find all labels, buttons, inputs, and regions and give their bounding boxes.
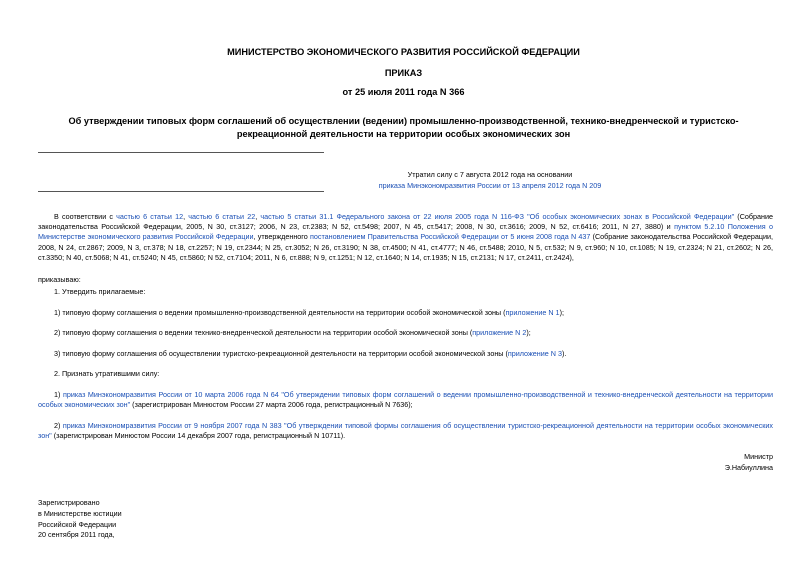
void-2-paragraph bbox=[38, 421, 773, 441]
preamble-text-6: (Собрание законодательства Российской Федерации, 2008, N 24, ст.2867; 2009, N 3, ст.378; N 18, ст.2257; N 19, ст.2344; N 25, ст.3052; N 26, ст.3190; N 38, ст.4500; N 41, ст.4777; N 46, ст.5488; 2010, N 5, ст.532; N 9, ст.960; N 10, ст.1085; N 19, ст.2324; N 21, ст.2602; N 26, ст.3350; N 40, ст.5068; N 41, ст.5240; N 45, ст.5860; N 52, ст.7104; 2011, N 6, ст.888; N 9, ст.1251; N 12, ст.1640; N 14, ст.1935; N 15, ст.2131; N 17, ст.2411, ст.2424), bbox=[38, 232, 773, 262]
order-383-link[interactable]: приказ Минэкономразвития России от 9 ноября 2007 года N 383 "Об утверждении типовой формы соглашения об осуществлении туристско-рекреационной деятельности на территории особых экономических зон" bbox=[38, 421, 773, 441]
order-heading: ПРИКАЗ bbox=[384, 68, 423, 78]
form-1-end: ); bbox=[559, 308, 564, 317]
signature-name: Э.Набиуллина bbox=[724, 462, 773, 472]
order-64-link[interactable]: приказ Минэкономразвития России от 10 марта 2006 года N 64 "Об утверждении типовых форм соглашений о ведении промышленно-производственной и технико-внедренческой деятельности на территории особых экономических зон" bbox=[38, 390, 774, 410]
preamble-text-1: В соответствии с bbox=[54, 212, 117, 221]
form-2-end: ); bbox=[526, 328, 531, 337]
separator-top bbox=[38, 152, 324, 153]
law-link-part6-art12[interactable]: частью 6 статьи 12 bbox=[116, 212, 184, 221]
law-link-regulation-5-2-10[interactable]: пунктом 5.2.10 Положения о Министерстве экономического развития Российской Федерации bbox=[38, 222, 773, 242]
signature-block bbox=[38, 452, 773, 474]
item-2: 2. Признать утратившими силу: bbox=[54, 369, 160, 378]
registration-line-1: Зарегистрировано bbox=[38, 498, 100, 507]
preamble-text-3: , bbox=[255, 212, 261, 221]
item-1: 1. Утвердить прилагаемые: bbox=[54, 287, 146, 296]
void-2-end: (зарегистрирован Минюстом России 14 декабря 2007 года, регистрационный N 10711). bbox=[51, 431, 346, 441]
appendix-1-link[interactable]: приложение N 1 bbox=[505, 308, 560, 317]
document-title: Об утверждении типовых форм соглашений об осуществлении (ведении) промышленно-производственной, технико-внедренческой и туристско-рекреационной деятельности на территории особых экономических зон bbox=[68, 116, 739, 140]
repeal-note-text: Утратил силу с 7 августа 2012 года на основании bbox=[407, 170, 573, 179]
form-3-text: 3) типовую форму соглашения об осуществлении туристско-рекреационной деятельности на территории особой экономической зоны ( bbox=[54, 349, 508, 358]
registration-line-4: 20 сентября 2011 года, bbox=[38, 530, 115, 540]
signature-title: Министр bbox=[744, 452, 773, 461]
void-1-end: (зарегистрирован Минюстом России 27 марта 2006 года, регистрационный N 7636); bbox=[130, 400, 413, 410]
preamble-text-2: , bbox=[183, 212, 189, 221]
registration-line-3: Российской Федерации bbox=[38, 519, 117, 529]
void-1-prefix: 1) bbox=[54, 390, 63, 399]
appendix-2-link[interactable]: приложение N 2 bbox=[472, 328, 527, 337]
separator-bottom bbox=[38, 191, 324, 192]
form-3-end: ). bbox=[561, 349, 567, 358]
registration-block bbox=[38, 498, 773, 541]
repeal-note bbox=[310, 170, 670, 192]
ministry-heading: МИНИСТЕРСТВО ЭКОНОМИЧЕСКОГО РАЗВИТИЯ РОССИЙСКОЙ ФЕДЕРАЦИИ bbox=[227, 47, 580, 57]
void-2-prefix: 2) bbox=[54, 421, 63, 430]
preamble-text-4: (Собрание законодательства Российской Федерации, 2005, N 30, ст.3127; 2006, N 23, ст.2383; N 52, ст.5498; 2007, N 45, ст.5417; 2008, N 30, ст.3616; 2009, N 52, ст.6416; 2011, N 27, 3880) и bbox=[38, 212, 773, 232]
law-link-resolution-437[interactable]: постановлением Правительства Российской Федерации от 5 июня 2008 года N 437 bbox=[309, 232, 591, 242]
law-link-part6-art22[interactable]: частью 6 статьи 22 bbox=[188, 212, 256, 221]
appendix-3-link[interactable]: приложение N 3 bbox=[507, 349, 562, 358]
order-date: от 25 июля 2011 года N 366 bbox=[342, 87, 465, 97]
preamble-text-5: , утвержденного bbox=[253, 232, 310, 242]
registration-line-2: в Министерстве юстиции bbox=[38, 508, 122, 518]
repeal-order-link[interactable]: приказа Минэкономразвития России от 13 апреля 2012 года N 209 bbox=[378, 180, 602, 190]
preamble-paragraph bbox=[38, 212, 773, 263]
void-1-paragraph bbox=[38, 390, 773, 410]
form-1-line bbox=[38, 308, 773, 318]
form-1-text: 1) типовую форму соглашения о ведении промышленно-производственной деятельности на территории особой экономической зоны ( bbox=[54, 308, 506, 317]
form-3-line bbox=[38, 349, 773, 359]
law-link-federal-law-116[interactable]: частью 5 статьи 31.1 Федерального закона от 22 июля 2005 года N 116-ФЗ "Об особых экономических зонах в Российской Федерации" bbox=[260, 212, 735, 221]
form-2-text: 2) типовую форму соглашения о ведении технико-внедренческой деятельности на территории особой экономической зоны ( bbox=[54, 328, 473, 337]
orders-line: приказываю: bbox=[38, 275, 81, 284]
form-2-line bbox=[38, 328, 773, 338]
